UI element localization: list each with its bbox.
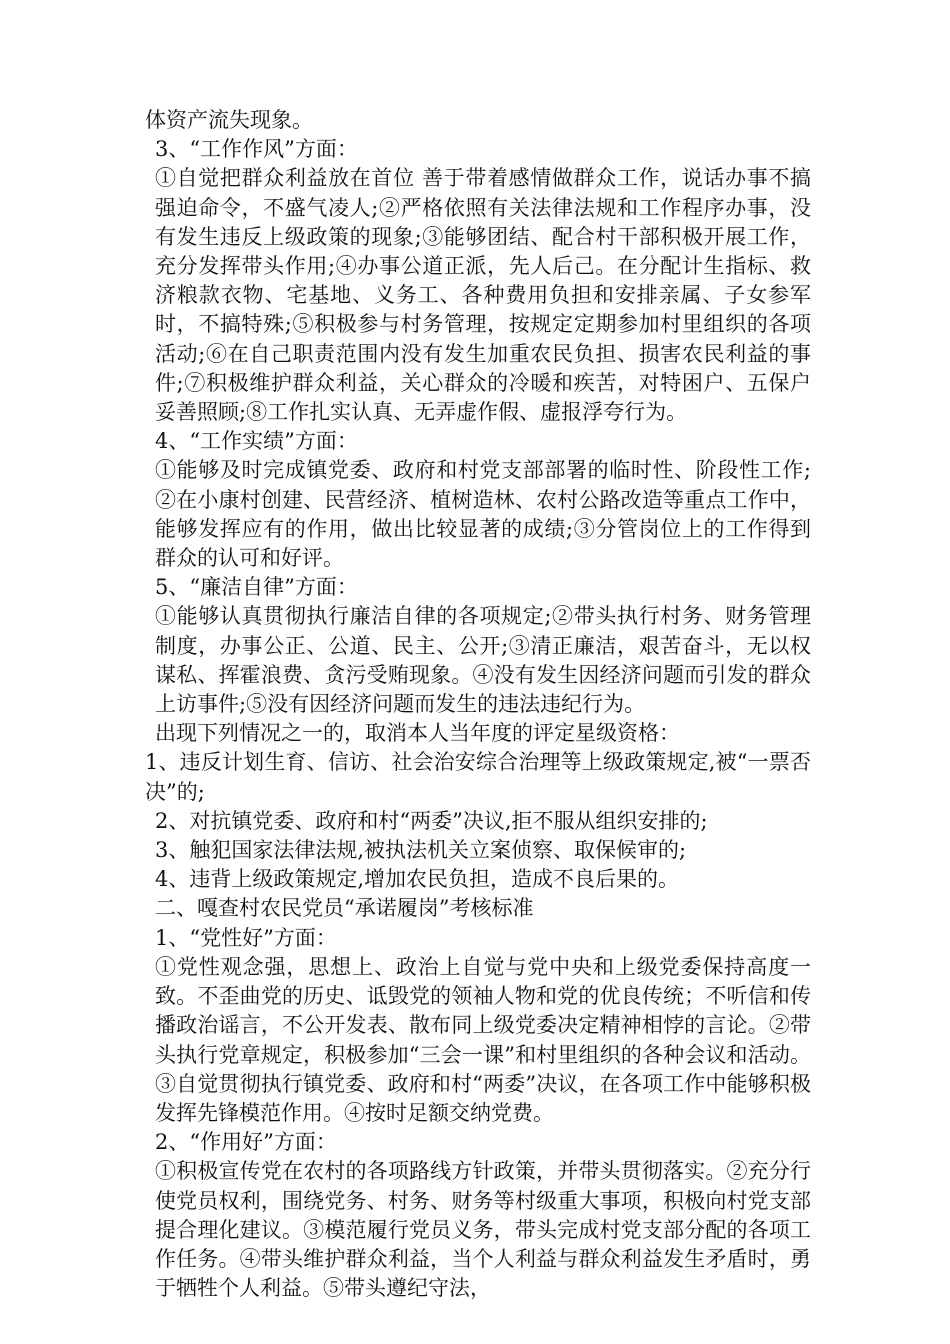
section-heading-integrity: 5、“廉洁自律”方面： [155, 575, 358, 600]
section-heading-party-member-standards: 二、嘎查村农民党员“承诺履岗”考核标准 [155, 896, 534, 921]
paragraph-work-style: ①自觉把群众利益放在首位 善于带着感情做群众工作，说话办事不搞强迫命令，不盛气凌人;②严格依照有关法律法规和工作程序办事，没有发生违反上级政策的现象;③能够团结、配合村干部积极开展工作，充分发挥带头作用;④办事公道正派，先人后己。在分配计生指标、救济粮款衣物、宅基地、义务工、各种费用负担和安排亲属、子女参军时，不搞特殊;⑤积极参与村务管理，按规定定期参加村里组织的各项活动;⑥在自己职责范围内没有发生加重农民负担、损害农民利益的事件;⑦积极维护群众利益，关心群众的冷暖和疾苦，对特困户、五保户妥善照顾;⑧工作扎实认真、无弄虚作假、虚报浮夸行为。 [155, 166, 811, 425]
list-item-disqualification-2: 2、对抗镇党委、政府和村“两委”决议,拒不服从组织安排的; [155, 808, 708, 833]
section-heading-role: 2、“作用好”方面： [155, 1130, 337, 1155]
document-page [145, 106, 811, 1303]
list-item-disqualification-3: 3、触犯国家法律法规,被执法机关立案侦察、取保候审的; [155, 838, 687, 863]
paragraph-continuation: 体资产流失现象。 [145, 108, 313, 132]
paragraph-integrity: ①能够认真贯彻执行廉洁自律的各项规定;②带头执行村务、财务管理制度，办事公正、公道、民主、公开;③清正廉洁，艰苦奋斗，无以权谋私、挥霍浪费、贪污受贿现象。④没有发生因经济问题而引发的群众上访事件;⑤没有因经济问题而发生的违法违纪行为。 [155, 604, 811, 717]
section-heading-party-spirit: 1、“党性好”方面： [155, 925, 337, 950]
section-heading-work-style: 3、“工作作风”方面： [155, 137, 358, 162]
paragraph-party-spirit: ①党性观念强，思想上、政治上自觉与党中央和上级党委保持高度一致。不歪曲党的历史、诋毁党的领袖人物和党的优良传统；不听信和传播政治谣言，不公开发表、散布同上级党委决定精神相悖的言论。②带头执行党章规定，积极参加“三会一课”和村里组织的各种会议和活动。③自觉贯彻执行镇党委、政府和村“两委”决议，在各项工作中能够积极发挥先锋模范作用。④按时足额交纳党费。 [155, 954, 811, 1125]
list-item-disqualification-4: 4、违背上级政策规定,增加农民负担，造成不良后果的。 [155, 867, 680, 892]
list-item-disqualification-1: 1、违反计划生育、信访、社会治安综合治理等上级政策规定,被“一票否决”的; [145, 750, 811, 804]
section-heading-work-results: 4、“工作实绩”方面： [155, 429, 358, 454]
paragraph-work-results: ①能够及时完成镇党委、政府和村党支部部署的临时性、阶段性工作;②在小康村创建、民营经济、植树造林、农村公路改造等重点工作中，能够发挥应有的作用，做出比较显著的成绩;③分管岗位上的工作得到群众的认可和好评。 [155, 458, 811, 571]
paragraph-role: ①积极宣传党在农村的各项路线方针政策，并带头贯彻落实。②充分行使党员权利，围绕党务、村务、财务等村级重大事项，积极向村党支部提合理化建议。③模范履行党员义务，带头完成村党支部分配的各项工作任务。④带头维护群众利益，当个人利益与群众利益发生矛盾时，勇于牺牲个人利益。⑤带头遵纪守法， [155, 1159, 811, 1301]
paragraph-disqualification-intro: 出现下列情况之一的，取消本人当年度的评定星级资格： [155, 721, 680, 746]
